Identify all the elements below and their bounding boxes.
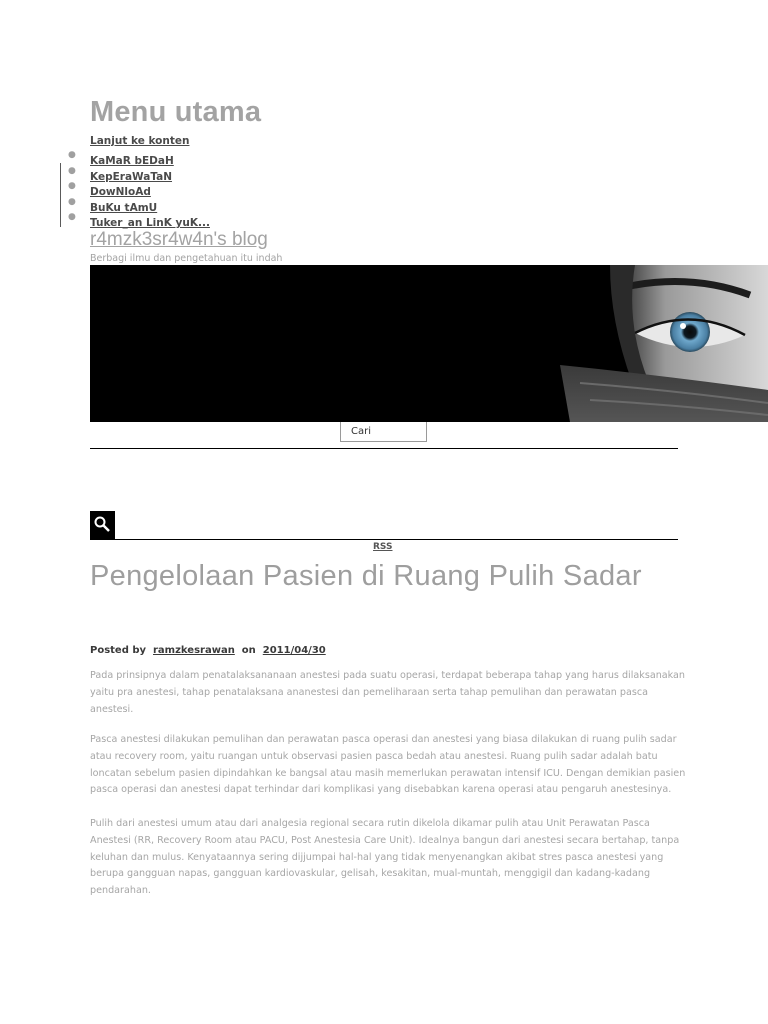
menu-item-label[interactable]: BuKu tAmU bbox=[90, 201, 158, 214]
menu-item-download[interactable] bbox=[68, 180, 210, 199]
divider bbox=[90, 448, 678, 449]
search-input[interactable]: Cari bbox=[340, 422, 427, 442]
main-menu bbox=[68, 149, 210, 230]
bullet-icon: ● bbox=[68, 212, 76, 223]
blog-tagline: Berbagi ilmu dan pengetahuan itu indah bbox=[90, 253, 283, 264]
rss-link[interactable]: RSS bbox=[373, 542, 393, 552]
post-paragraph: Pasca anestesi dilakukan pemulihan dan perawatan pasca operasi dan anestesi yang biasa dilakukan di ruang pulih sadar atau recovery room, yaitu ruangan untuk observasi pasien pasca bedah atau anestesi. Ruang pulih sadar adalah batu loncatan sebelum pasien dipindahkan ke bangsal atau masih memerlukan perawatan intensif ICU. Dengan demikian pasien pasca operasi dan anestesi dapat terhindar dari komplikasi yang disebabkan karena operasi atau pengaruh anestesinya. bbox=[90, 734, 686, 796]
menu-title: Menu utama bbox=[90, 96, 262, 128]
bullet-icon: ● bbox=[68, 181, 76, 192]
date-link[interactable]: 2011/04/30 bbox=[262, 645, 326, 656]
veiled-eye-image bbox=[90, 265, 768, 422]
bullet-icon: ● bbox=[68, 196, 76, 207]
menu-item-label[interactable]: KepEraWaTaN bbox=[90, 170, 173, 183]
search-button[interactable] bbox=[90, 511, 115, 539]
post-paragraph: Pada prinsipnya dalam penatalaksananaan anestesi pada suatu operasi, terdapat beberapa tahap yang harus dilaksanakan yaitu pra anestesi, tahap penatalaksana ananestesi dan pemeliharaan serta tahap pemulihan dan perawatan pasca anestesi. bbox=[90, 670, 685, 715]
header-image bbox=[90, 265, 768, 422]
menu-item-kamar-bedah[interactable] bbox=[68, 149, 210, 165]
blog-title-link[interactable]: r4mzk3sr4w4n's blog bbox=[90, 229, 268, 250]
menu-item-label[interactable]: Tuker_an LinK yuK... bbox=[90, 217, 210, 230]
menu-item-label[interactable]: DowNloAd bbox=[90, 186, 151, 199]
menu-item-buku-tamu[interactable] bbox=[68, 196, 210, 212]
menu-item-tukeran-link[interactable] bbox=[68, 211, 210, 230]
posted-by-label: Posted by bbox=[90, 645, 147, 656]
menu-item-keperawatan[interactable] bbox=[68, 165, 210, 181]
post-paragraph: Pulih dari anestesi umum atau dari analgesia regional secara rutin dikelola dikamar pulih atau Unit Perawatan Pasca Anestesi (RR, Recovery Room atau PACU, Post Anestesia Care Unit). Idealnya bangun dari anestesi secara bertahap, tanpa keluhan dan mulus. Kenyataannya sering dijjumpai hal-hal yang tidak menyenangkan akibat stres pasca anestesi yang berupa gangguan napas, gangguan kardiovaskular, gelisah, kesakitan, mual-muntah, menggigil dan kadang-kadang pendarahan. bbox=[90, 818, 680, 897]
divider bbox=[90, 539, 678, 540]
nav-divider bbox=[60, 163, 61, 227]
menu-item-label[interactable]: KaMaR bEDaH bbox=[90, 155, 174, 167]
author-link[interactable]: ramzkesrawan bbox=[153, 645, 235, 656]
bullet-icon: ● bbox=[68, 165, 76, 176]
bullet-icon: ● bbox=[68, 150, 76, 160]
on-label: on bbox=[241, 645, 256, 656]
post-byline bbox=[90, 645, 326, 656]
magnifier-icon bbox=[90, 511, 115, 539]
post-title: Pengelolaan Pasien di Ruang Pulih Sadar bbox=[90, 560, 642, 592]
skip-to-content-link[interactable]: Lanjut ke konten bbox=[90, 135, 190, 147]
